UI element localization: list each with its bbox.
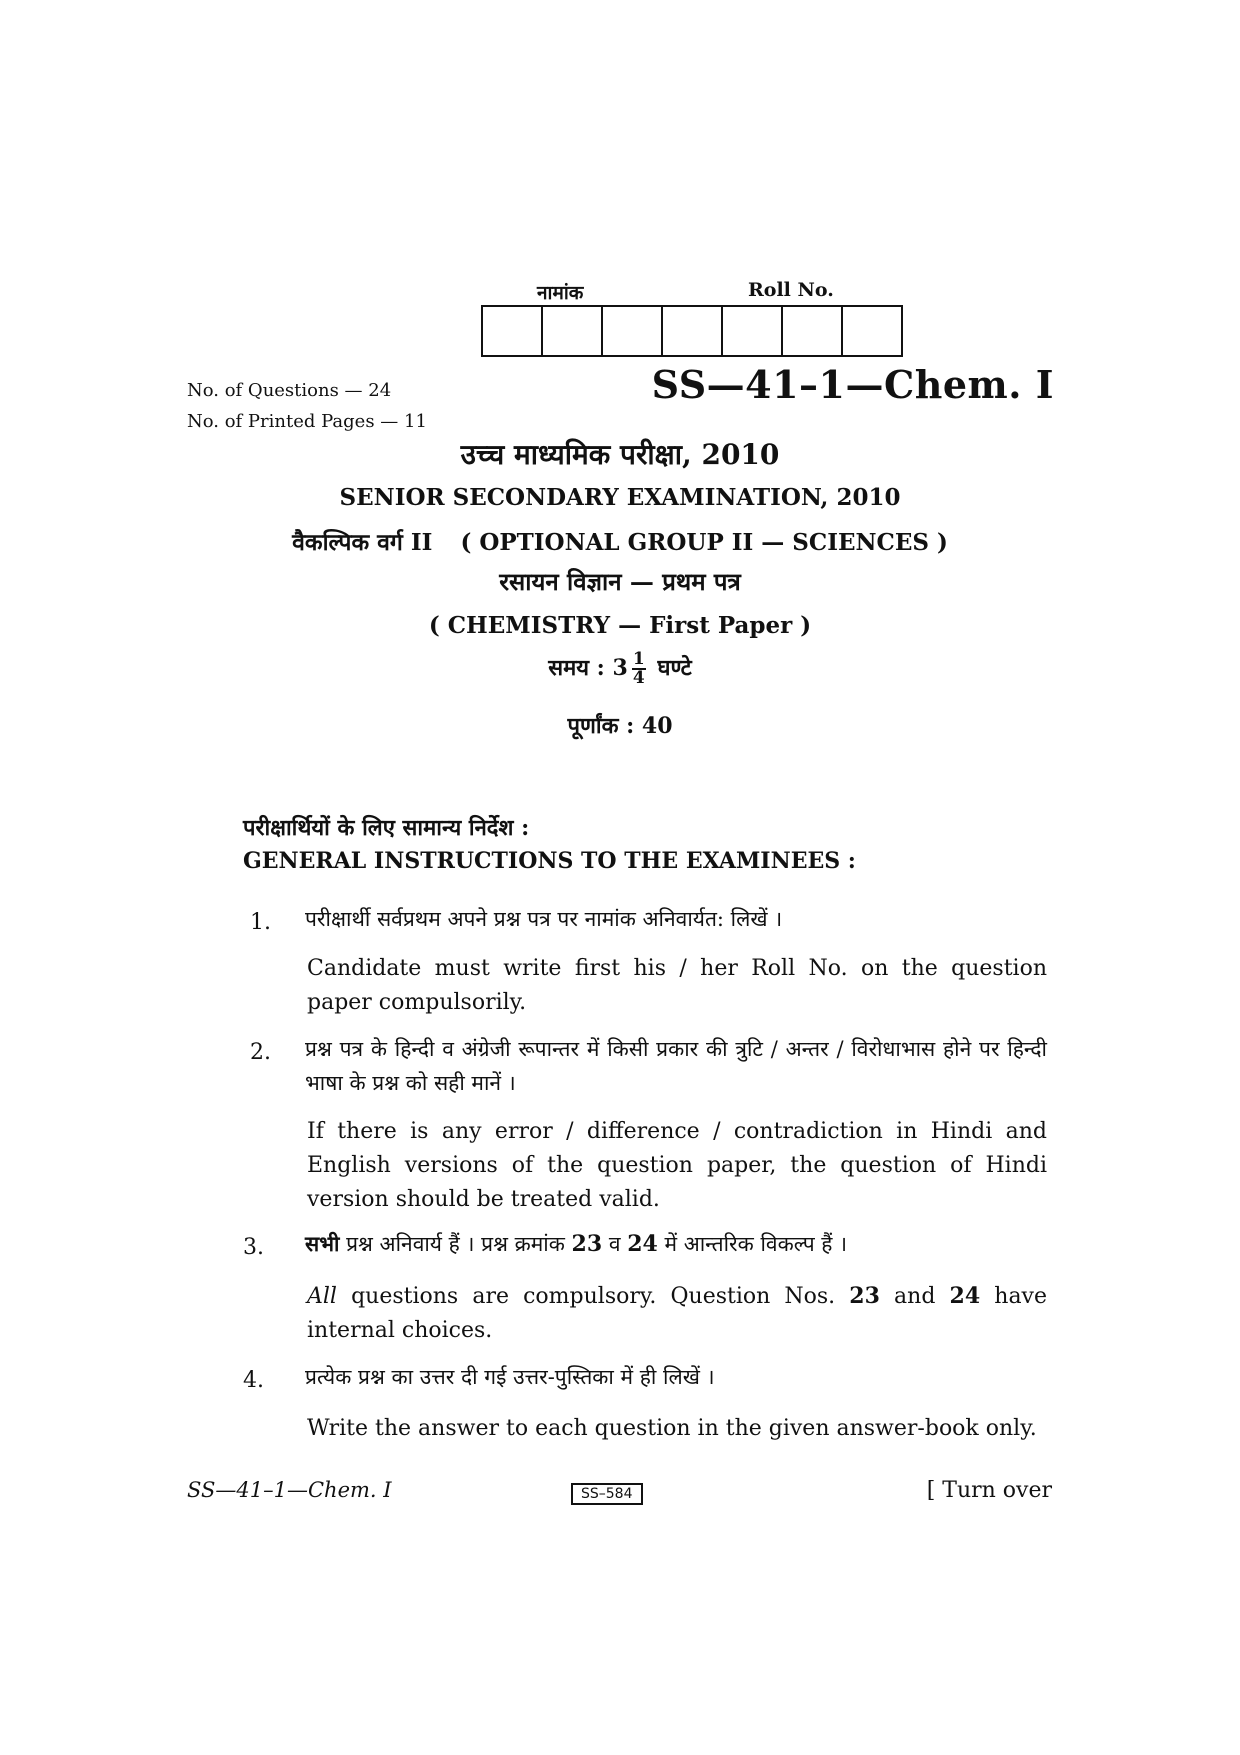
instructions-heading-english: GENERAL INSTRUCTIONS TO THE EXAMINEES : xyxy=(243,848,856,874)
page-count: No. of Printed Pages — 11 xyxy=(187,411,427,432)
group-hindi: वैकल्पिक वर्ग II xyxy=(292,529,433,556)
roll-digit-box[interactable] xyxy=(783,307,843,355)
instruction-number: 4. xyxy=(243,1368,264,1393)
instruction-hindi: परीक्षार्थी सर्वप्रथम अपने प्रश्न पत्र पर नामांक अनिवार्यत: लिखें । xyxy=(305,907,783,931)
text-part: में आन्तरिक विकल्प हैं । xyxy=(657,1232,848,1256)
instruction-number: 2. xyxy=(250,1040,271,1065)
instruction-english: Candidate must write first his / her Roll No. on the question paper compulsorily. xyxy=(307,956,1047,1015)
roll-digit-box[interactable] xyxy=(723,307,783,355)
exam-title-hindi: उच्च माध्यमिक परीक्षा, 2010 xyxy=(460,438,780,471)
instruction-number: 3. xyxy=(243,1235,264,1260)
group-english: ( OPTIONAL GROUP II — SCIENCES ) xyxy=(460,529,948,556)
text-part: प्रश्न अनिवार्य हैं । प्रश्न क्रमांक xyxy=(339,1232,572,1256)
roll-number-boxes[interactable] xyxy=(481,305,903,357)
paper-code: SS—41–1—Chem. I xyxy=(651,362,1054,407)
roll-digit-box[interactable] xyxy=(543,307,603,355)
question-number: 24 xyxy=(627,1231,658,1257)
roll-digit-box[interactable] xyxy=(663,307,723,355)
question-number: 24 xyxy=(949,1283,981,1309)
instructions-heading-hindi: परीक्षार्थियों के लिए सामान्य निर्देश : xyxy=(243,815,530,841)
footer-paper-code: SS—41–1—Chem. I xyxy=(187,1478,392,1502)
text-part: व xyxy=(602,1232,628,1256)
time-unit: घण्टे xyxy=(657,655,692,681)
instruction-number: 1. xyxy=(250,910,271,935)
turn-over-note: [ Turn over xyxy=(926,1478,1052,1503)
emphasis-all-hindi: सभी xyxy=(305,1231,340,1256)
instruction-english xyxy=(307,1279,1047,1348)
roll-digit-box[interactable] xyxy=(483,307,543,355)
group-title xyxy=(0,525,1240,557)
roll-digit-box[interactable] xyxy=(603,307,663,355)
question-number: 23 xyxy=(849,1283,880,1309)
instruction-english: Write the answer to each question in the given answer-book only. xyxy=(307,1416,1037,1441)
question-count: No. of Questions — 24 xyxy=(187,380,392,401)
instruction-english: If there is any error / difference / contradiction in Hindi and English versions of the question paper, the question of Hindi version should be treated valid. xyxy=(307,1119,1047,1212)
emphasis-all: All xyxy=(307,1284,337,1309)
text-part: have internal choices. xyxy=(307,1284,1048,1343)
fraction-numerator: 1 xyxy=(632,649,645,669)
instruction-hindi: प्रत्येक प्रश्न का उत्तर दी गई उत्तर-पुस्तिका में ही लिखें । xyxy=(305,1365,715,1389)
subject-hindi: रसायन विज्ञान — प्रथम पत्र xyxy=(499,567,741,596)
subject-english: ( CHEMISTRY — First Paper ) xyxy=(428,612,812,639)
fraction-denominator: 4 xyxy=(632,668,645,688)
exam-title-english: SENIOR SECONDARY EXAMINATION, 2010 xyxy=(339,484,901,511)
time-allowed xyxy=(0,651,1240,687)
time-fraction xyxy=(632,651,646,687)
roll-label-english: Roll No. xyxy=(748,279,834,301)
text-part: questions are compulsory. Question Nos. xyxy=(336,1284,850,1309)
max-marks: पूर्णांक : 40 xyxy=(567,713,673,739)
roll-label-hindi: नामांक xyxy=(537,282,584,304)
footer-serial-code: SS–584 xyxy=(571,1483,643,1505)
question-number: 23 xyxy=(571,1231,603,1257)
roll-digit-box[interactable] xyxy=(843,307,901,355)
instruction-hindi: प्रश्न पत्र के हिन्दी व अंग्रेजी रूपान्तर में किसी प्रकार की त्रुटि / अन्तर / विरोधाभास होने पर हिन्दी भाषा के प्रश्न को सही मानें । xyxy=(305,1037,1047,1095)
text-part: and xyxy=(879,1284,950,1309)
time-label: समय : 3 xyxy=(548,655,628,681)
instruction-hindi xyxy=(305,1227,1045,1261)
